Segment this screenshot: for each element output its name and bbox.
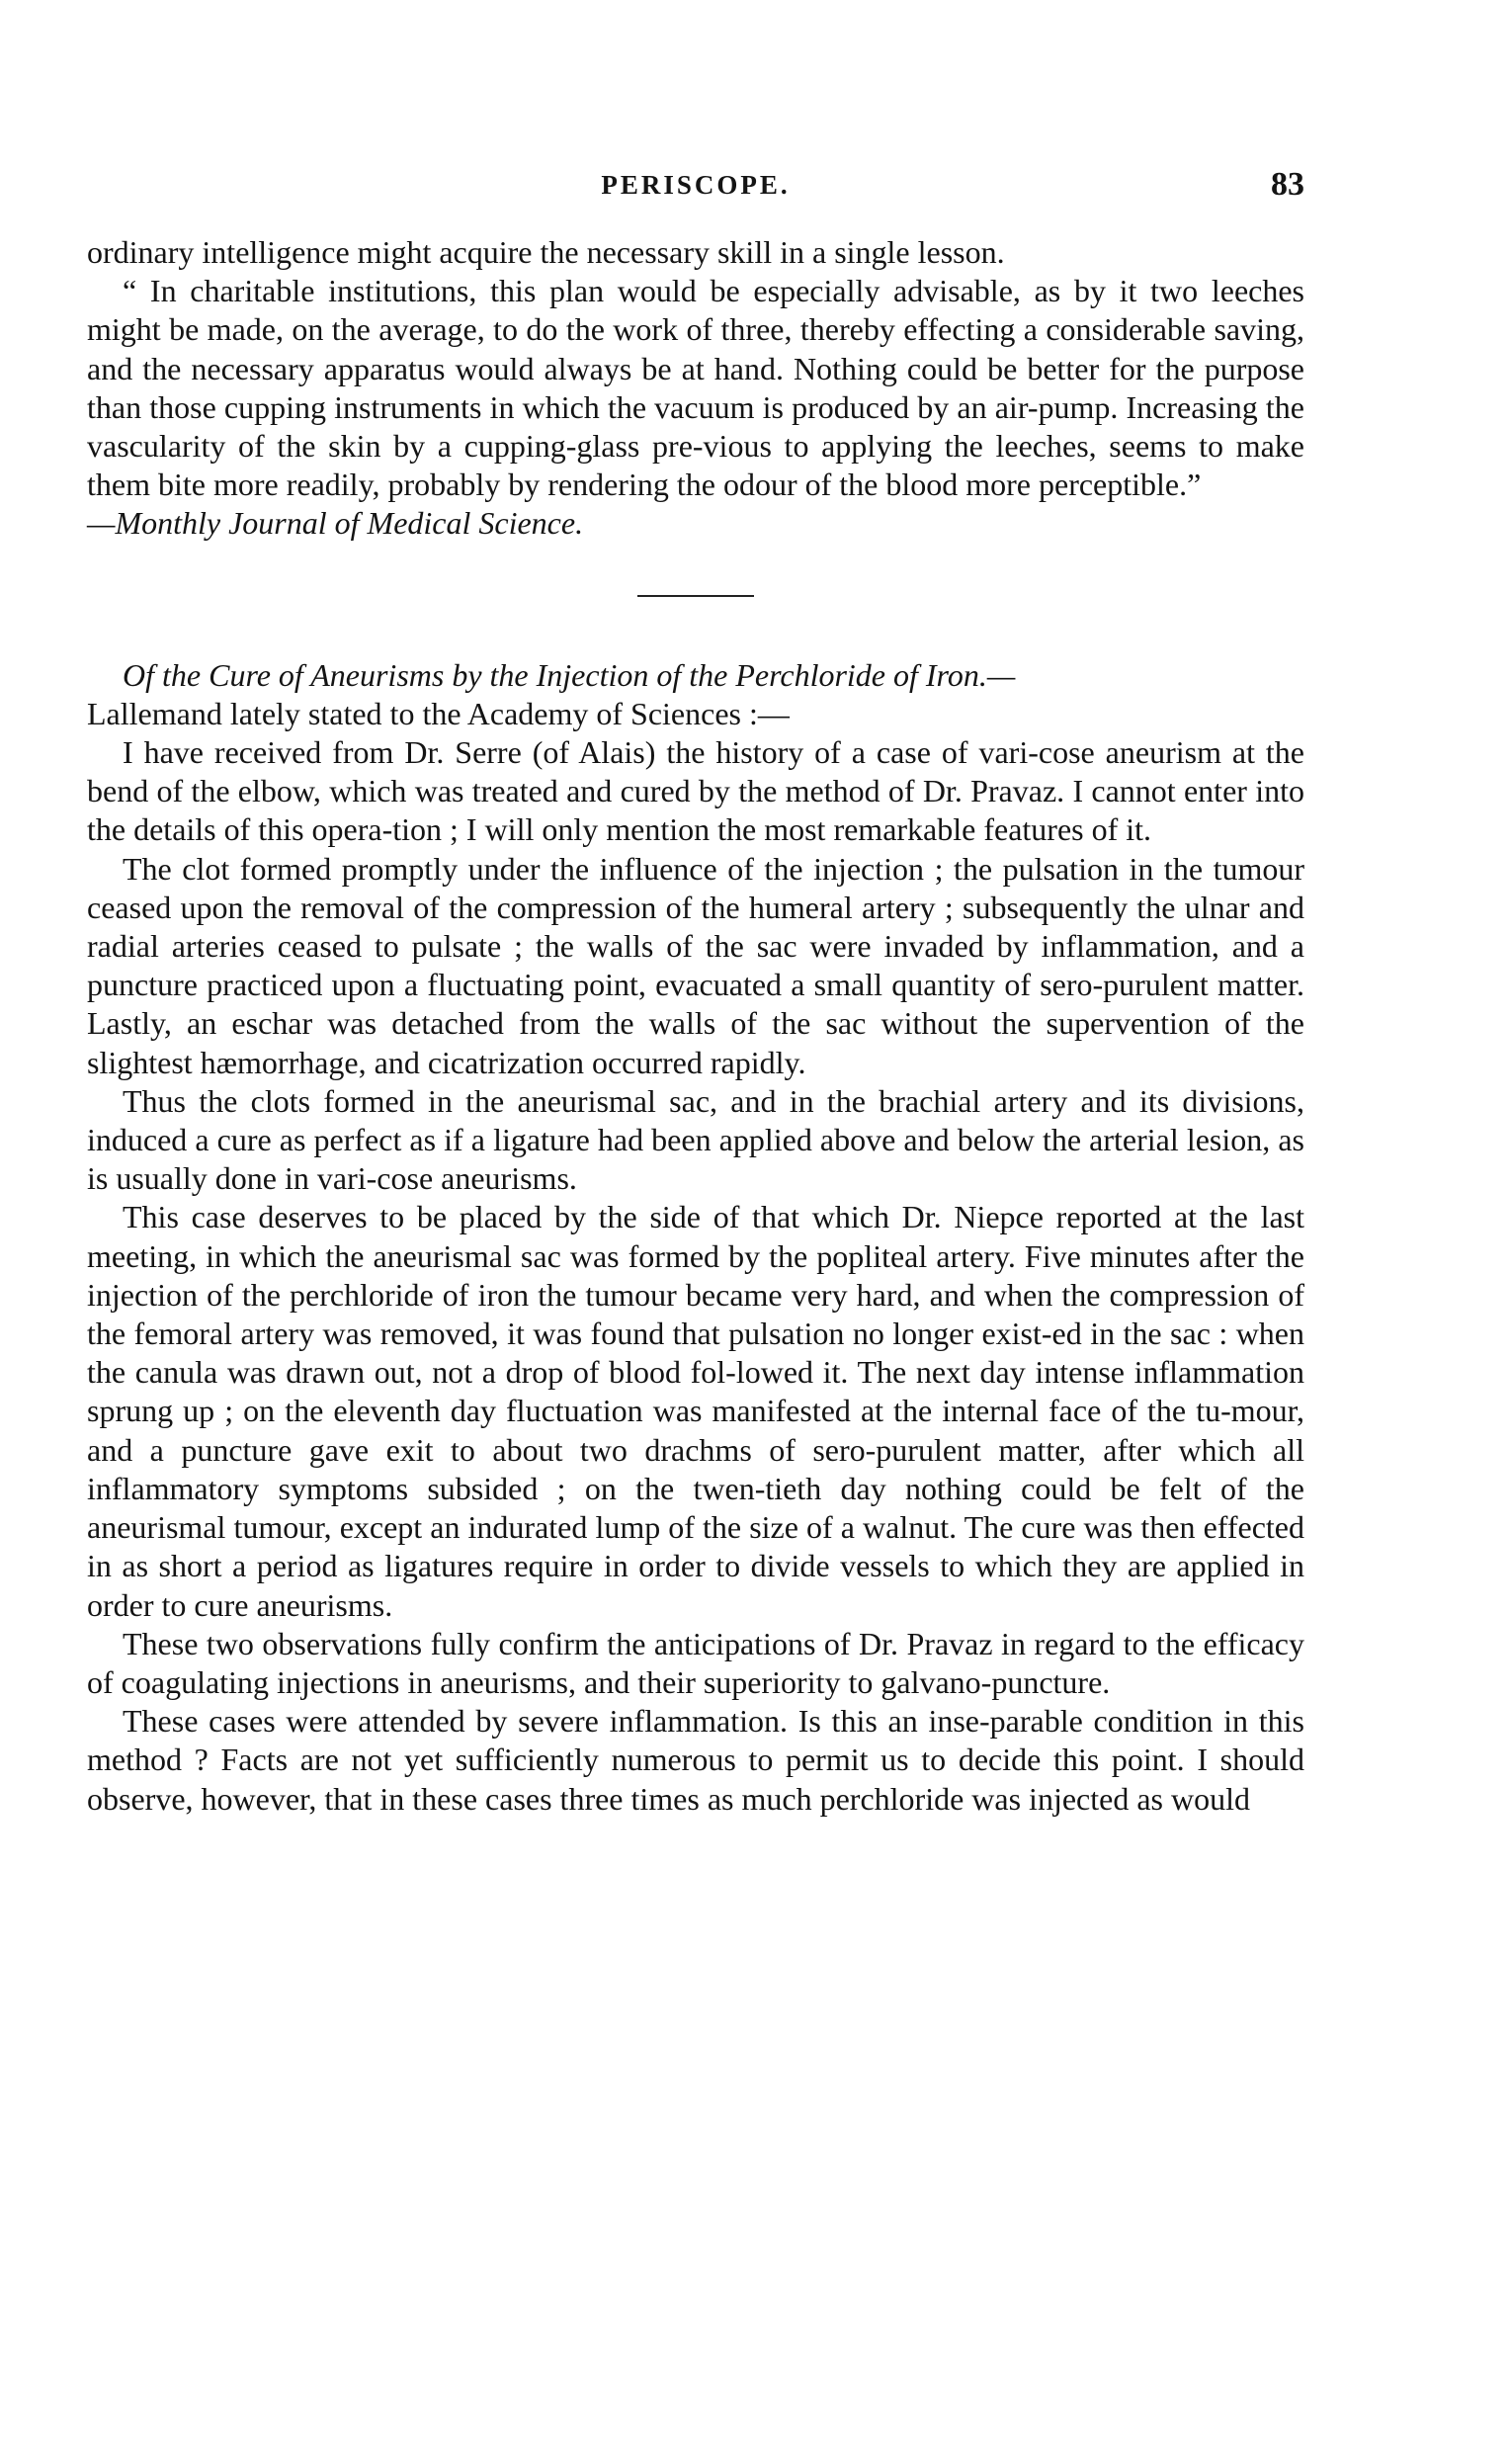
section-divider [637,595,754,597]
paragraph: I have received from Dr. Serre (of Alais) the history of a case of vari-cose aneurism at the bend of the elbow, which was treated and cured by the method of Dr. Pravaz. I cannot enter into the details of this opera-tion ; I will only mention the most remarkable features of it. [87,734,1304,848]
source-citation [87,504,1304,543]
paragraph: These two observations fully confirm the anticipations of Dr. Pravaz in regard to the efficacy of coagulating injections in aneurisms, and their superiority to galvano-puncture. [87,1625,1304,1700]
paragraph-continued: ordinary intelligence might acquire the necessary skill in a single lesson. [87,234,1005,270]
running-head [87,166,1304,206]
running-title: PERISCOPE. [601,170,791,200]
section-intro: Lallemand lately stated to the Academy of Sciences :— [87,695,790,731]
paragraph: These cases were attended by severe inflammation. Is this an inse-parable condition in this method ? Facts are not yet sufficiently numerous to permit us to decide this point. I should observe, however, that in these cases three times as much perchloride was injected as would [87,1703,1304,1817]
paragraph: The clot formed promptly under the influence of the injection ; the pulsation in the tumour ceased upon the removal of the compression of the humeral artery ; subsequently the ulnar and radial arteries ceased to pulsate ; the walls of the sac were invaded by inflammation, and a puncture practiced upon a fluctuating point, evacuated a small quantity of sero-purulent matter. Lastly, an eschar was detached from the walls of the sac without the supervention of the slightest hæmorrhage, and cicatrization occurred rapidly. [87,850,1304,1080]
section-title: Of the Cure of Aneurisms by the Injection of the Perchloride of Iron.— [123,656,1016,693]
paragraph: Thus the clots formed in the aneurismal sac, and in the brachial artery and its divisions, induced a cure as perfect as if a ligature had been applied above and below the arterial lesion, as is usually done in vari-cose aneurisms. [87,1082,1304,1197]
text-column [87,233,1304,1819]
page-number: 83 [1271,166,1304,203]
paragraph-quote: “ In charitable institutions, this plan would be especially advisable, as by it two leeches might be made, on the average, to do the work of three, thereby effecting a considerable saving, and the necessary apparatus would always be at hand. Nothing could be better for the purpose than those cupping instruments in which the vacuum is produced by an air-pump. Increasing the vascularity of the skin by a cupping-glass pre-vious to applying the leeches, seems to make them bite more readily, probably by rendering the odour of the blood more perceptible.” [87,273,1304,503]
source-citation-text: —Monthly Journal of Medical Science. [87,505,584,542]
paragraph: This case deserves to be placed by the side of that which Dr. Niepce reported at the last meeting, in which the aneurismal sac was formed by the popliteal artery. Five minutes after the injection of the perchloride of iron the tumour became very hard, and when the compression of the femoral artery was removed, it was found that pulsation no longer exist-ed in the sac : when the canula was drawn out, not a drop of blood fol-lowed it. The next day intense inflammation sprung up ; on the eleventh day fluctuation was manifested at the internal face of the tu-mour, and a puncture gave exit to about two drachms of sero-purulent matter, after which all inflammatory symptoms subsided ; on the twen-tieth day nothing could be felt of the aneurismal tumour, except an indurated lump of the size of a walnut. The cure was then effected in as short a period as ligatures require in order to divide vessels to which they are applied in order to cure aneurisms. [87,1199,1304,1623]
section-heading [87,656,1304,695]
